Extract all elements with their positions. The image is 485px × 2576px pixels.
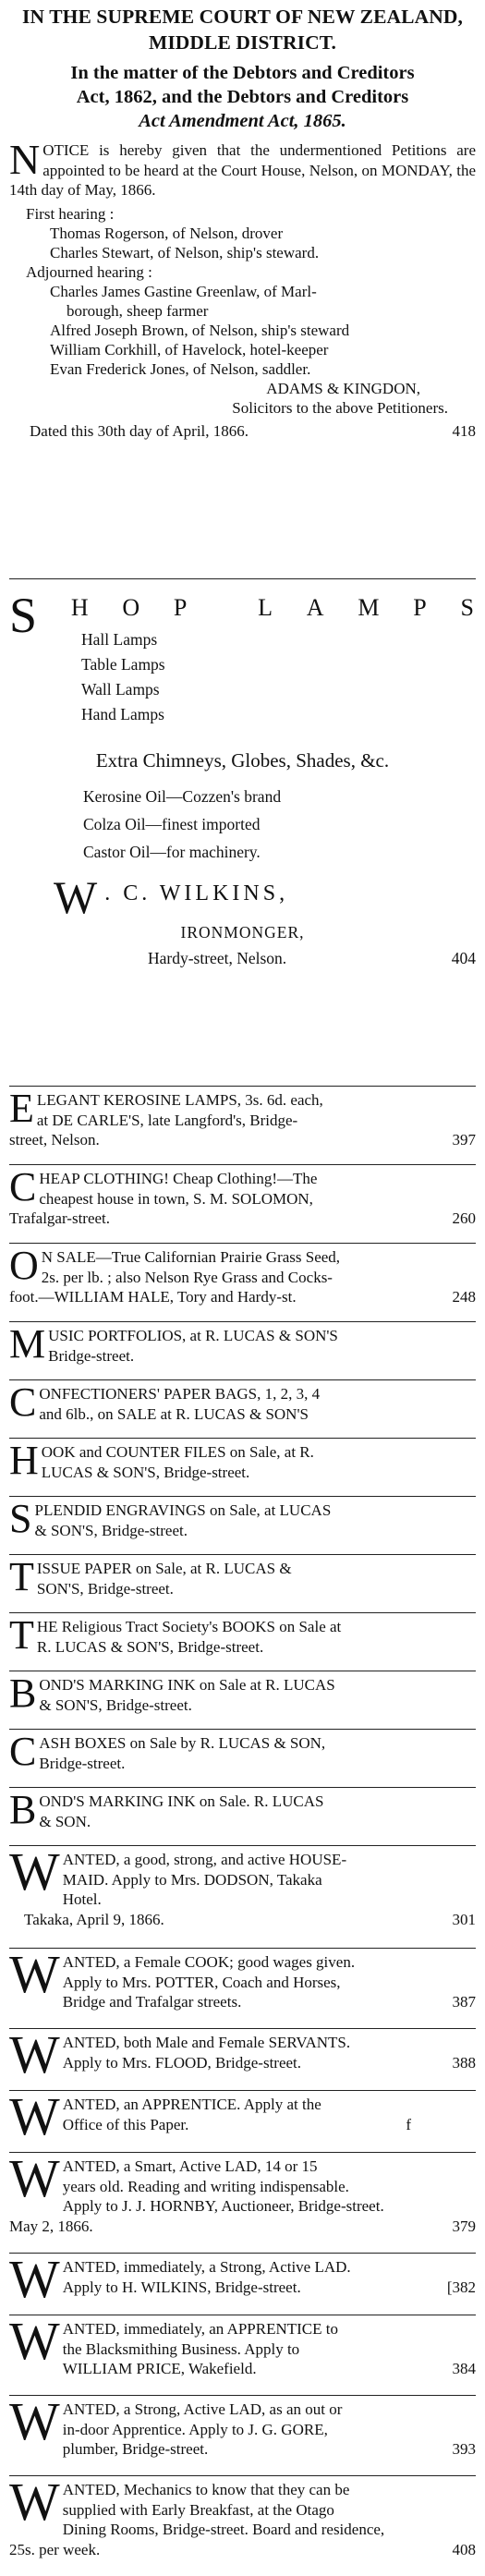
- ad-number: 404: [451, 949, 476, 967]
- ad-number: 418: [452, 421, 476, 440]
- ironmonger-label: IRONMONGER,: [180, 923, 305, 942]
- shop-lamps-heading: S H O P L A M P S: [9, 588, 476, 643]
- ad-paper-bags: C ONFECTIONERS' PAPER BAGS, 1, 2, 3, 4 and 6lb., on SALE at R. LUCAS & SON'S: [9, 1380, 476, 1439]
- court-matter: In the matter of the Debtors and Creditors Act, 1862, and the Debtors and Creditors Act Amendment Act, 1865.: [70, 63, 415, 131]
- lamp-list: Hall Lamps Table Lamps Wall Lamps Hand Lamps: [81, 630, 165, 723]
- wanted-ads: [9, 1841, 476, 2576]
- ad-tissue-paper: T ISSUE PAPER on Sale, at R. LUCAS & SON'S, Bridge-street.: [9, 1555, 476, 1613]
- small-ads: [9, 1087, 476, 1846]
- solicitors-role: Solicitors to the above Petitioners.: [232, 398, 448, 417]
- ad-cheap-clothing: C HEAP CLOTHING! Cheap Clothing!—The cheapest house in town, S. M. SOLOMON, Trafalgar-street. 260: [9, 1165, 476, 1244]
- wanted-blacksmith-apprentice: W ANTED, immediately, an APPRENTICE to the Blacksmithing Business. Apply to WILLIAM PRICE, Wakefield. 384: [9, 2315, 476, 2396]
- solicitors-name: ADAMS & KINGDON,: [266, 379, 420, 397]
- wanted-mechanics: W ANTED, Mechanics to know that they can be supplied with Early Breakfast, at the Otago Dining Rooms, Bridge-street. Board and residence, 25s. per week. 408: [9, 2472, 476, 2558]
- dated-line: Dated this 30th day of April, 1866.: [30, 421, 249, 440]
- wanted-housemaid: W ANTED, a good, strong, and active HOUSE- MAID. Apply to Mrs. DODSON, Takaka Hotel. Takaka, April 9, 1866. 301: [9, 1846, 476, 1949]
- wanted-cook: W ANTED, a Female COOK; good wages given. Apply to Mrs. POTTER, Coach and Horses, Bridge and Trafalgar streets. 387: [9, 1949, 476, 2029]
- ad-marking-ink: B OND'S MARKING INK on Sale at R. LUCAS & SON'S, Bridge-street.: [9, 1671, 476, 1730]
- wanted-plumber-apprentice: W ANTED, a Strong, Active LAD, as an out or in-door Apprentice. Apply to J. G. GORE, plumber, Bridge-street. 393: [9, 2396, 476, 2476]
- ad-engravings: S PLENDID ENGRAVINGS on Sale, at LUCAS & SON'S, Bridge-street.: [9, 1497, 476, 1555]
- court-title: IN THE SUPREME COURT OF NEW ZEALAND, MIDDLE DISTRICT.: [22, 6, 463, 54]
- oil-list: Kerosine Oil—Cozzen's brand Colza Oil—finest imported Castor Oil—for machinery.: [83, 787, 282, 861]
- notice-body: N OTICE is hereby given that the undermentioned Petitions are appointed to be heard at the Court House, Nelson, on MONDAY, the 14th day of May, 1866.: [9, 136, 476, 199]
- advertiser-name: W . C. WILKINS,: [54, 871, 289, 923]
- ad-grass-seed: O N SALE—True Californian Prairie Grass Seed, 2s. per lb. ; also Nelson Rye Grass and Cocks- foot.—WILLIAM HALE, Tory and Hardy-st. 248: [9, 1244, 476, 1322]
- ad-cash-boxes: C ASH BOXES on Sale by R. LUCAS & SON, Bridge-street.: [9, 1730, 476, 1788]
- ad-marking-ink-2: B OND'S MARKING INK on Sale. R. LUCAS & SON.: [9, 1788, 476, 1846]
- ad-kerosine-lamps: E LEGANT KEROSINE LAMPS, 3s. 6d. each, at DE CARLE'S, late Langford's, Bridge- street, Nelson. 397: [9, 1087, 476, 1165]
- ad-counter-files: H OOK and COUNTER FILES on Sale, at R. LUCAS & SON'S, Bridge-street.: [9, 1439, 476, 1497]
- wanted-strong-lad: W ANTED, immediately, a Strong, Active LAD. Apply to H. WILKINS, Bridge-street. [382: [9, 2254, 476, 2315]
- address: Hardy-street, Nelson.: [148, 949, 287, 967]
- drop-cap: N: [9, 136, 41, 183]
- ad-tract-books: T HE Religious Tract Society's BOOKS on Sale at R. LUCAS & SON'S, Bridge-street.: [9, 1613, 476, 1671]
- wanted-smart-lad: W ANTED, a Smart, Active LAD, 14 or 15 years old. Reading and writing indispensable. Apply to J. J. HORNBY, Auctioneer, Bridge-street. May 2, 1866. 379: [9, 2153, 476, 2254]
- extra-line: Extra Chimneys, Globes, Shades, &c.: [95, 749, 390, 772]
- shop-lamps-ad: [9, 583, 476, 1087]
- court-notice: IN THE SUPREME COURT OF NEW ZEALAND, MIDDLE DISTRICT. In the matter of the Debtors and Creditors Act, 1862, and the Debtors and Creditors Act Amendment Act, 1865. N OTICE is hereby given that the undermentioned Petitions are appointed to be heard at the Court House, Nelson, on MONDAY, the 14th day of May, 1866. First hearing : Thomas Rogerson, of Nelson, drover Charles Stewart, of Nelson, ship's steward. Adjourned hearing : Charles James Gastine Greenlaw, of Marl- borough, sheep farmer Alfred Joseph Brown, of Nelson, ship's steward William Corkhill, of Havelock, hotel-keeper Evan Frederick Jones, of Nelson, saddler. ADAMS & KINGDON, Solicitors to the above Petitioners. Dated this 30th day of April, 1866. 418: [9, 0, 476, 579]
- wanted-servants: W ANTED, both Male and Female SERVANTS. Apply to Mrs. FLOOD, Bridge-street. 388: [9, 2029, 476, 2091]
- ad-music-portfolios: M USIC PORTFOLIOS, at R. LUCAS & SON'S Bridge-street.: [9, 1322, 476, 1380]
- wanted-apprentice: W ANTED, an APPRENTICE. Apply at the Office of this Paper. f: [9, 2091, 476, 2153]
